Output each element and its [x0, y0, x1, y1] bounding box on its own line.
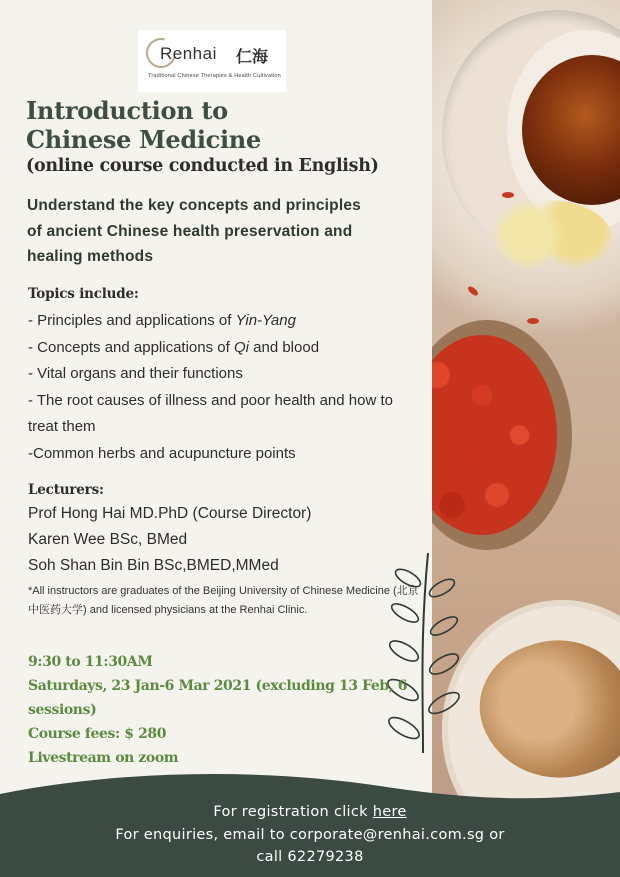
course-mode: Livestream on zoom [28, 750, 179, 766]
goji-berry [502, 192, 514, 198]
title-line-2: Chinese Medicine [26, 125, 261, 154]
registration-link[interactable]: here [372, 804, 407, 820]
title-line-1: Introduction to [26, 96, 228, 125]
page-title [26, 96, 261, 154]
topic-item: - The root causes of illness and poor health and how to treat them [28, 391, 393, 435]
topics-heading: Topics include: [28, 286, 139, 302]
course-dates: Saturdays, 23 Jan-6 Mar 2021 (excluding 13 Feb, 6 sessions) [28, 678, 408, 718]
instructors-note: *All instructors are graduates of the Beijing University of Chinese Medicine (北京中医药大学) and licensed physicians at the Renhai Clinic. [28, 585, 419, 616]
topic-item: - Principles and applications of Yin-Yang [28, 312, 296, 329]
footer-contact [0, 801, 620, 869]
course-details [28, 650, 428, 770]
goji-berry [527, 318, 539, 324]
renhai-logo [138, 30, 286, 92]
enquiry-line: For enquiries, email to corporate@renhai.com.sg or [115, 826, 505, 843]
course-time: 9:30 to 11:30AM [28, 654, 153, 670]
lecturer-name: Prof Hong Hai MD.PhD (Course Director) [28, 505, 312, 522]
lecturer-name: Soh Shan Bin Bin BSc,BMED,MMed [28, 557, 279, 574]
lecturers-list [28, 501, 428, 579]
lecturer-name: Karen Wee BSc, BMed [28, 531, 188, 548]
lecturers-heading: Lecturers: [28, 482, 104, 498]
course-intro: Understand the key concepts and principles of ancient Chinese health preservation and healing methods [27, 197, 361, 265]
logo-brand-chinese: 仁海 [236, 47, 269, 66]
logo-brand: Renhai [160, 44, 217, 63]
call-line: call 62279238 [256, 849, 364, 865]
topics-list [28, 308, 413, 467]
registration-line: For registration click here [213, 804, 407, 820]
course-fees: Course fees: $ 280 [28, 726, 167, 742]
topic-item: - Concepts and applications of Qi and blood [28, 338, 320, 356]
logo-tagline: Traditional Chinese Therapies & Health Cultivation [148, 73, 281, 79]
topic-item: -Common herbs and acupuncture points [28, 444, 296, 462]
page-subtitle: (online course conducted in English) [26, 156, 379, 176]
topic-item: - Vital organs and their functions [28, 365, 243, 382]
